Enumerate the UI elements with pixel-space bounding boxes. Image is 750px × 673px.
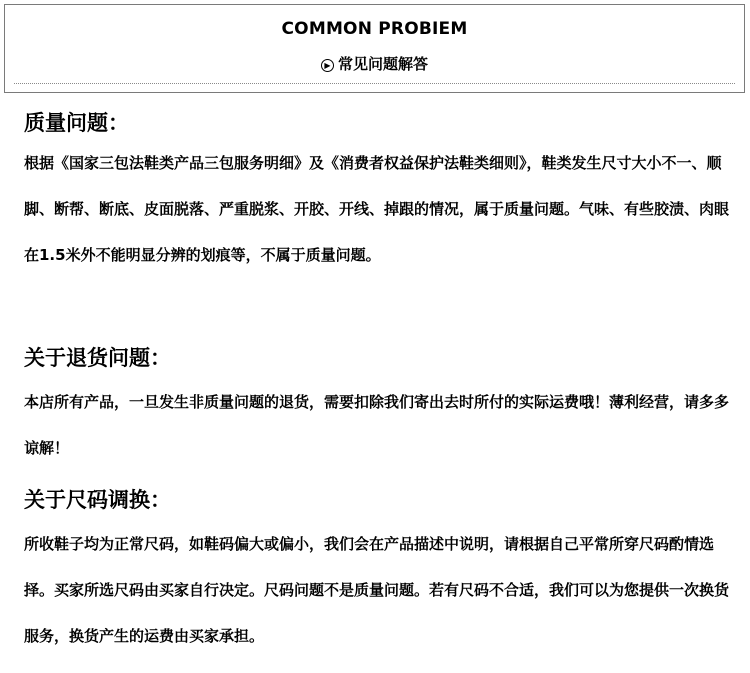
section-heading: 关于尺码调换：: [24, 488, 171, 512]
section-body: 根据《国家三包法鞋类产品三包服务明细》及《消费者权益保护法鞋类细则》，鞋类发生尺寸大小不一、顺脚、断帮、断底、皮面脱落、严重脱浆、开胶、开线、掉跟的情况，属于质量问题。气味、有些胶渍、肉眼在1.5米外不能明显分辨的划痕等，不属于质量问题。: [24, 154, 730, 264]
dotted-divider: [14, 83, 735, 84]
section-quality-issues: [24, 107, 736, 278]
faq-header: [4, 4, 745, 93]
section-body: 所收鞋子均为正常尺码，如鞋码偏大或偏小，我们会在产品描述中说明，请根据自己平常所穿尺码酌情选择。买家所选尺码由买家自行决定。尺码问题不是质量问题。若有尺码不合适，我们可以为您提供一次换货服务，换货产生的运费由买家承担。: [24, 535, 730, 645]
section-heading: 质量问题：: [24, 111, 129, 135]
header-title: COMMON PROBIEM: [281, 19, 468, 39]
header-subtitle-text: 常见问题解答: [337, 55, 428, 73]
section-size-exchange: [24, 484, 736, 659]
circled-arrow-icon: ▶: [321, 59, 334, 72]
section-returns: [24, 342, 736, 471]
section-body: 本店所有产品，一旦发生非质量问题的退货，需要扣除我们寄出去时所付的实际运费哦！薄利经营，请多多谅解！: [24, 393, 730, 457]
section-heading: 关于退货问题：: [24, 346, 171, 370]
header-subtitle: [5, 53, 744, 74]
